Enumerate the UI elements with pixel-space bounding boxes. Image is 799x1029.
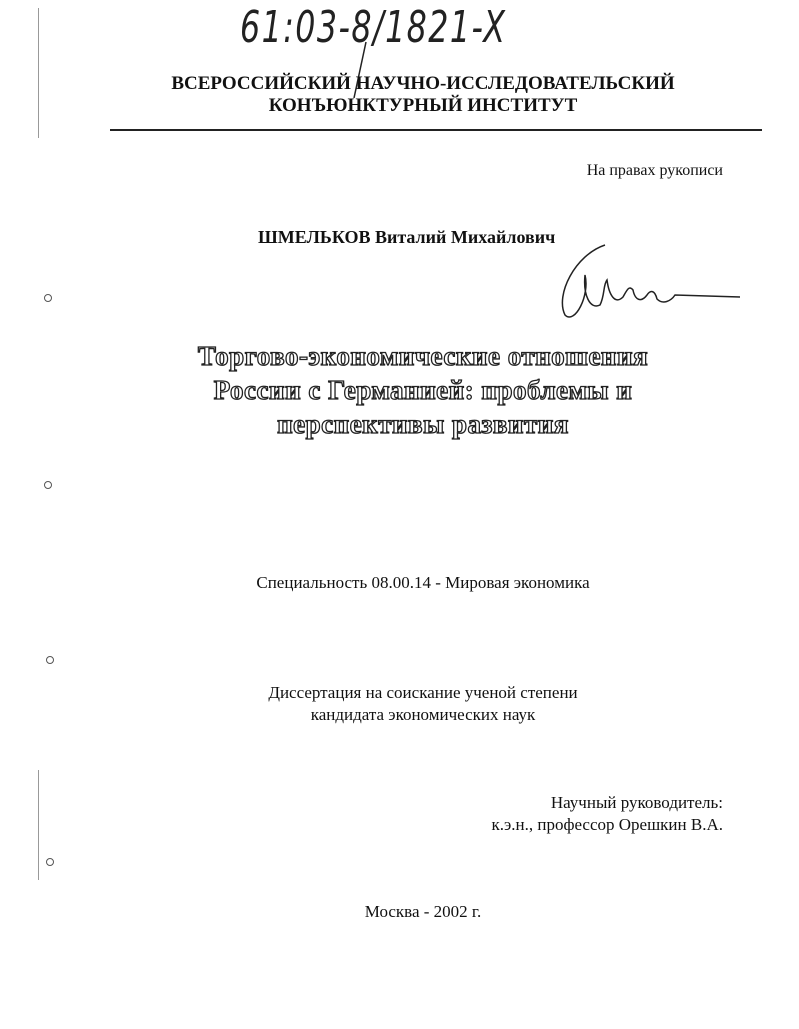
author-name: ШМЕЛЬКОВ Виталий Михайлович	[258, 227, 556, 247]
advisor-label: Научный руководитель:	[550, 793, 723, 812]
institute-line-1: ВСЕРОССИЙСКИЙ НАУЧНО-ИССЛЕДОВАТЕЛЬСКИЙ	[171, 73, 675, 94]
specialty: Специальность 08.00.14 - Мировая экономика	[256, 573, 590, 592]
scientific-advisor	[491, 792, 723, 836]
dissertation-title	[110, 339, 736, 441]
rights-note: На правах рукописи	[586, 162, 723, 179]
institute-line-2: КОНЪЮНКТУРНЫЙ ИНСТИТУТ	[268, 95, 578, 116]
degree-line-2: кандидата экономических наук	[310, 705, 536, 724]
author-signature	[545, 235, 745, 330]
binding-hole-mark	[44, 294, 52, 302]
scan-edge-line	[38, 770, 39, 880]
degree-line-1: Диссертация на соискание ученой степени	[268, 683, 578, 702]
dissertation-degree	[110, 682, 736, 726]
binding-hole-mark	[46, 656, 54, 664]
archive-number-handwritten: 61:03-8/1821-X	[240, 2, 507, 53]
scan-edge-line	[38, 8, 39, 138]
binding-hole-mark	[44, 481, 52, 489]
place-year: Москва - 2002 г.	[364, 902, 482, 921]
title-line-1: Торгово-экономические отношения	[197, 341, 649, 371]
institute-name	[110, 73, 736, 117]
title-line-3: перспективы развития	[277, 409, 569, 439]
header-rule	[110, 129, 762, 131]
binding-hole-mark	[46, 858, 54, 866]
advisor-name: к.э.н., профессор Орешкин В.А.	[491, 815, 723, 834]
title-line-2: России с Германией: проблемы и	[213, 375, 633, 405]
